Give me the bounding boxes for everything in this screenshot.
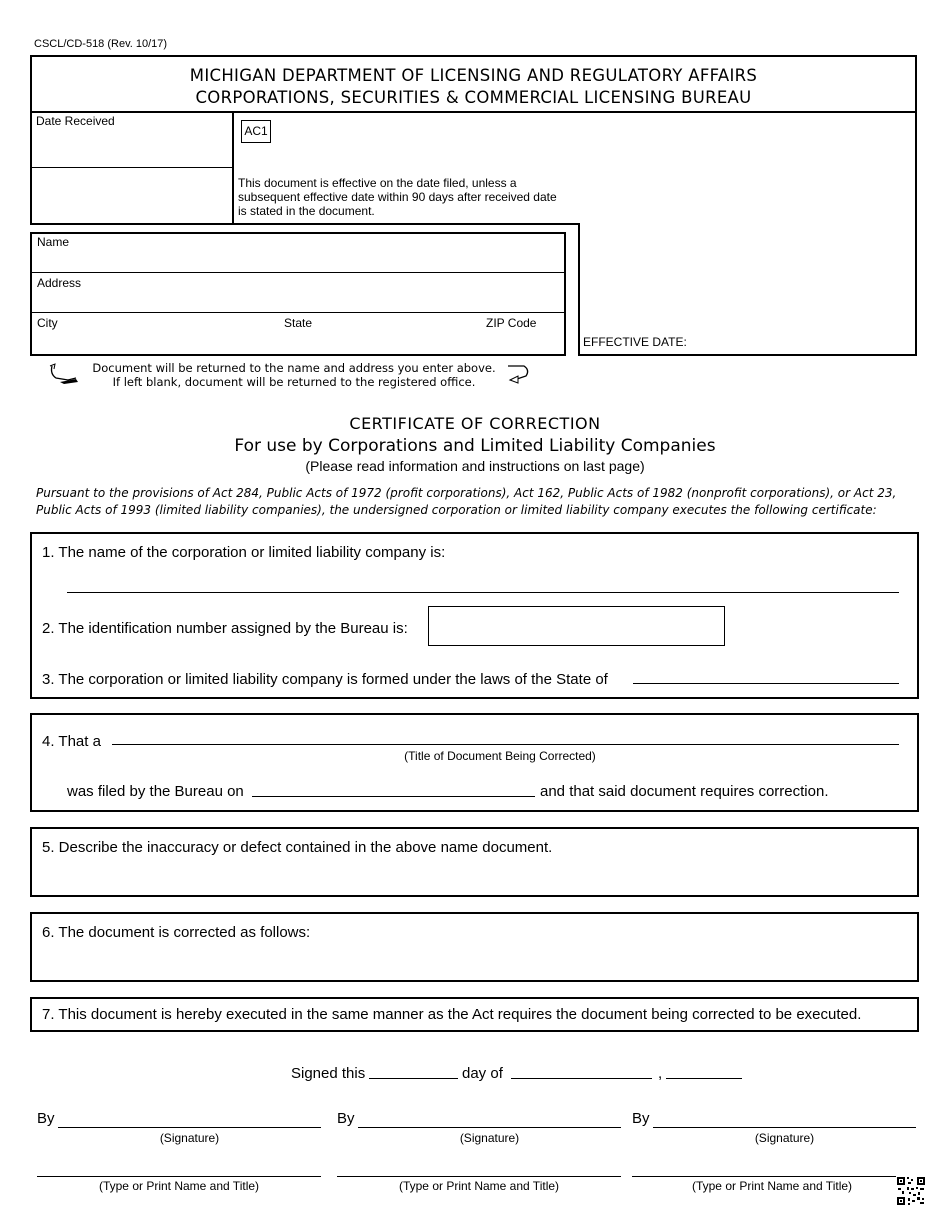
signature-input-2[interactable] xyxy=(360,1108,618,1126)
document-title-caption: (Title of Document Being Corrected) xyxy=(404,749,596,763)
instructions-note: (Please read information and instructions on last page) xyxy=(305,458,645,474)
name-title-caption-1: (Type or Print Name and Title) xyxy=(98,1179,260,1193)
header-box xyxy=(30,55,917,113)
state-of-formation-input[interactable] xyxy=(636,664,898,684)
document-title-input[interactable] xyxy=(114,725,898,745)
item1-label: 1. The name of the corporation or limited liability company is: xyxy=(42,544,446,561)
day-of-label: day of xyxy=(462,1065,503,1082)
name-title-caption-3: (Type or Print Name and Title) xyxy=(691,1179,853,1193)
name-label: Name xyxy=(37,235,70,249)
city-label: City xyxy=(37,316,58,330)
name-title-input-2[interactable] xyxy=(339,1158,619,1176)
id-number-box xyxy=(428,606,725,646)
zip-label: ZIP Code xyxy=(486,316,537,330)
return-state-input[interactable] xyxy=(284,331,464,351)
signed-this-label: Signed this xyxy=(291,1065,366,1082)
return-note-line2: If left blank, document will be returned to the registered office. xyxy=(112,375,476,389)
preamble: Pursuant to the provisions of Act 284, Public Acts of 1972 (profit corporations), Act 162, Public Acts of 1982 (nonprofit corporations), or Act 23, Public Acts of 1993 (limited liability companies), the undersigned corporation or limited liability company executes the following certificate: xyxy=(36,486,897,517)
return-note xyxy=(84,361,504,389)
item7-label: 7. This document is hereby executed in the same manner as the Act requires the document being corrected to be executed. xyxy=(42,1006,862,1023)
requires-correction-label: and that said document requires correction. xyxy=(540,783,829,800)
signature-input-3[interactable] xyxy=(655,1108,913,1126)
by-label-3: By xyxy=(632,1110,650,1127)
date-received-label: Date Received xyxy=(36,114,115,128)
effective-date-label: EFFECTIVE DATE: xyxy=(583,335,687,349)
address-label: Address xyxy=(37,276,82,290)
item6-label: 6. The document is corrected as follows: xyxy=(42,924,311,941)
filed-date-input[interactable] xyxy=(254,776,534,796)
header-line2: CORPORATIONS, SECURITIES & COMMERCIAL LICENSING BUREAU xyxy=(195,88,752,107)
signed-day-input[interactable] xyxy=(371,1060,457,1078)
signature-caption-1: (Signature) xyxy=(159,1131,220,1145)
defect-description-textarea[interactable] xyxy=(44,860,904,890)
filed-by-label: was filed by the Bureau on xyxy=(67,783,244,800)
item4-label: 4. That a xyxy=(42,733,101,750)
date-received-field[interactable] xyxy=(36,132,226,160)
certificate-title: CERTIFICATE OF CORRECTION xyxy=(349,414,601,433)
item5-label: 5. Describe the inaccuracy or defect contained in the above name document. xyxy=(42,839,553,856)
signed-month-input[interactable] xyxy=(513,1060,650,1078)
signature-caption-3: (Signature) xyxy=(754,1131,815,1145)
by-label-2: By xyxy=(337,1110,355,1127)
name-title-caption-2: (Type or Print Name and Title) xyxy=(398,1179,560,1193)
curved-arrow-right-icon xyxy=(504,362,534,386)
certificate-subtitle: For use by Corporations and Limited Liability Companies xyxy=(234,436,716,456)
name-title-input-3[interactable] xyxy=(634,1158,914,1176)
office-code-badge: AC1 xyxy=(241,120,271,143)
by-label-1: By xyxy=(37,1110,55,1127)
return-note-line1: Document will be returned to the name and address you enter above. xyxy=(92,361,496,375)
correction-textarea[interactable] xyxy=(44,945,904,975)
date-comma: , xyxy=(658,1065,663,1082)
entity-name-input[interactable] xyxy=(68,572,896,592)
return-address-input[interactable] xyxy=(90,288,550,310)
item3-label: 3. The corporation or limited liability company is formed under the laws of the State of xyxy=(42,671,608,688)
return-name-input[interactable] xyxy=(90,248,550,270)
return-city-input[interactable] xyxy=(37,331,267,351)
item2-label: 2. The identification number assigned by the Bureau is: xyxy=(42,620,408,637)
id-number-input[interactable] xyxy=(435,615,717,637)
header-line1: MICHIGAN DEPARTMENT OF LICENSING AND REGULATORY AFFAIRS xyxy=(189,66,758,85)
name-title-input-1[interactable] xyxy=(39,1158,319,1176)
return-zip-input[interactable] xyxy=(486,331,560,351)
curved-arrow-left-icon xyxy=(46,362,82,386)
effective-note: This document is effective on the date filed, unless a subsequent effective date within 90 days after received date is stated in the document. xyxy=(238,176,557,218)
form-id: CSCL/CD-518 (Rev. 10/17) xyxy=(34,38,168,50)
qr-code-icon xyxy=(896,1176,926,1206)
signature-caption-2: (Signature) xyxy=(459,1131,520,1145)
signature-input-1[interactable] xyxy=(60,1108,318,1126)
signed-year-input[interactable] xyxy=(668,1060,740,1078)
state-label: State xyxy=(284,316,313,330)
